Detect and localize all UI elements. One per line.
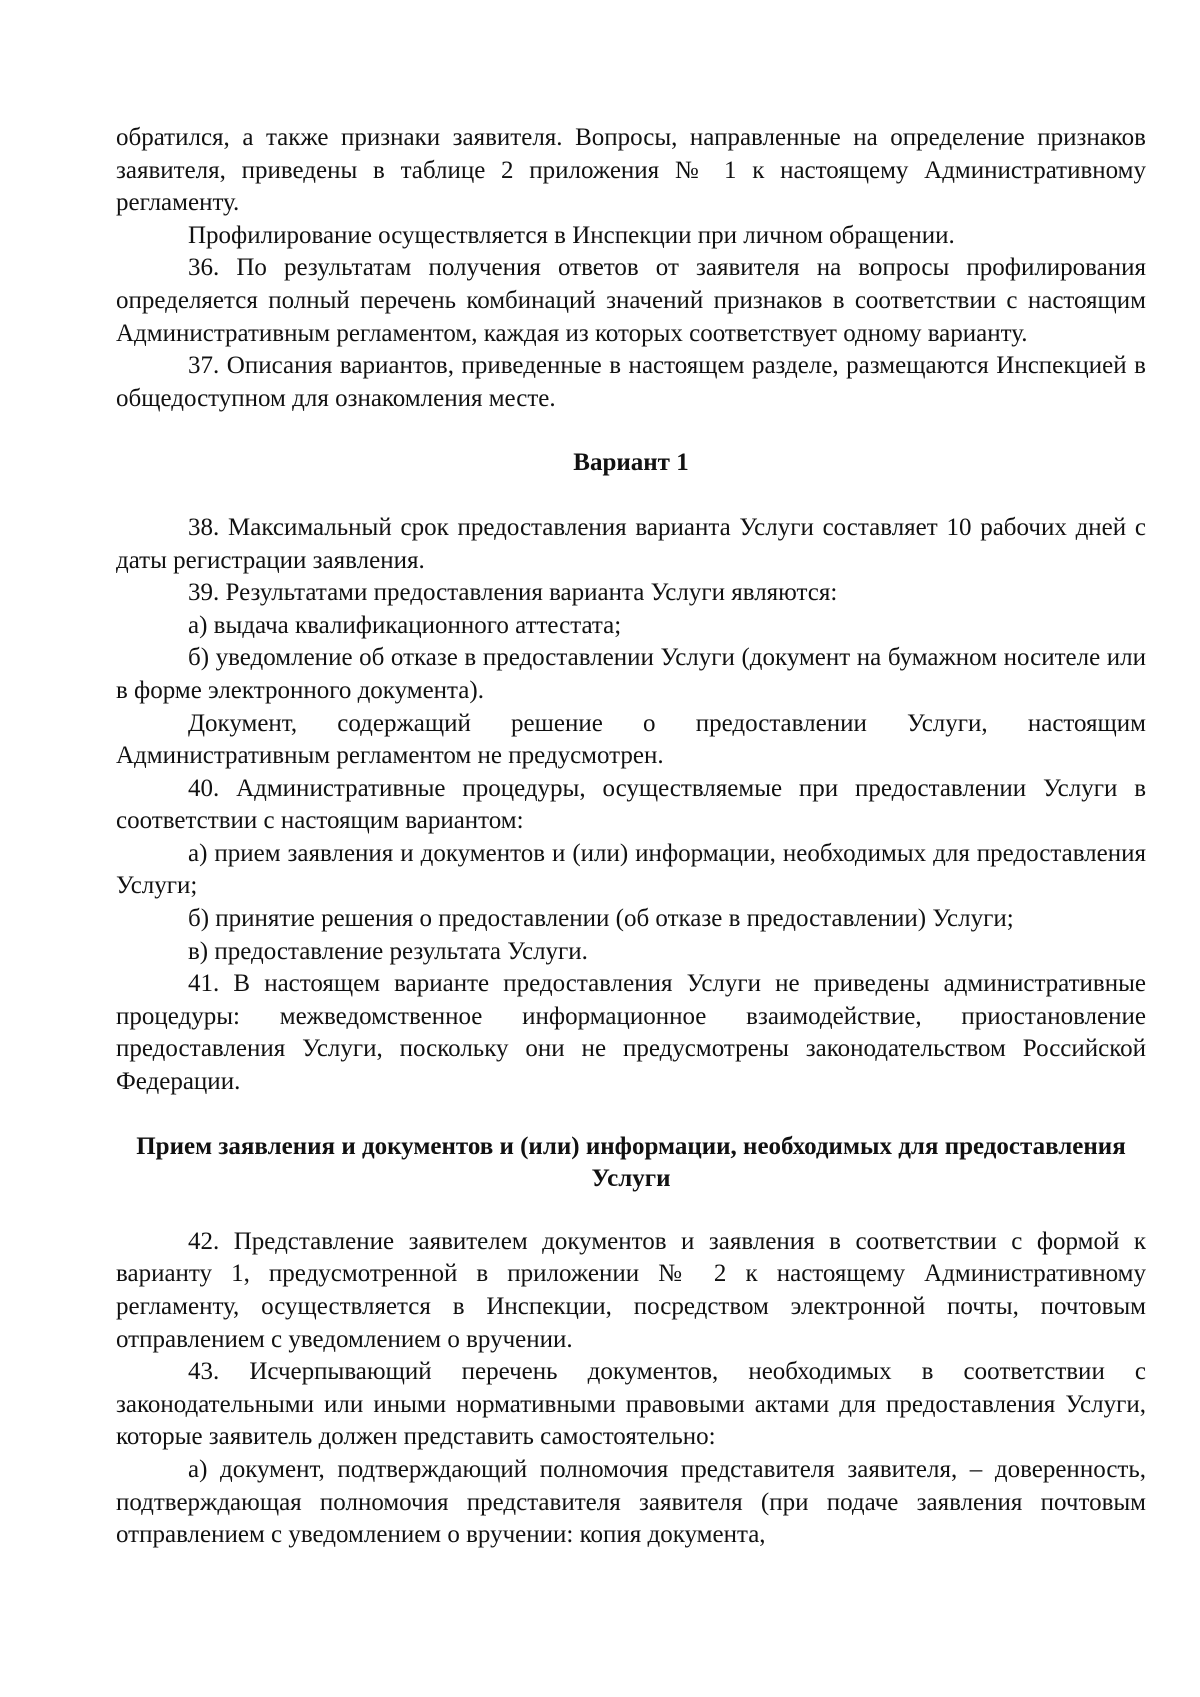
paragraph-42: 42. Представление заявителем документов и заявления в соответствии с формой к варианту 1, предусмотренной в приложении № 2 к настоящему Административному регламенту, осуществляется в Инспекции, посредством электронной почты, почтовым отправлением с уведомлением о вручении. <box>116 1227 1146 1353</box>
paragraph-40-a: а) прием заявления и документов и (или) информации, необходимых для предоставления Услуги; <box>116 839 1146 900</box>
paragraph-40: 40. Административные процедуры, осуществляемые при предоставлении Услуги в соответствии с настоящим вариантом: <box>116 774 1146 835</box>
paragraph-39: 39. Результатами предоставления варианта Услуги являются: <box>188 579 838 607</box>
paragraph-continuation: обратился, а также признаки заявителя. Вопросы, направленные на определение признаков заявителя, приведены в таблице 2 приложения № 1 к настоящему Административному регламенту. <box>116 124 1146 217</box>
paragraph-profiling: Профилирование осуществляется в Инспекции при личном обращении. <box>188 221 955 249</box>
paragraph-decision-document: Документ, содержащий решение о предоставлении Услуги, настоящим Административным регламентом не предусмотрен. <box>116 709 1146 770</box>
paragraph-43-a: а) документ, подтверждающий полномочия представителя заявителя, – доверенность, подтверждающая полномочия представителя заявителя (при подаче заявления почтовым отправлением с уведомлением о вручении: копия документа, <box>116 1455 1146 1549</box>
section-heading-variant-1: Вариант 1 <box>573 449 689 477</box>
paragraph-36: 36. По результатам получения ответов от заявителя на вопросы профилирования определяется полный перечень комбинаций значений признаков в соответствии с настоящим Административным регламентом, каждая из которых соответствует одному варианту. <box>116 254 1146 347</box>
paragraph-43: 43. Исчерпывающий перечень документов, необходимых в соответствии с законодательными или иными нормативными правовыми актами для предоставления Услуги, которые заявитель должен представить самостоятельно: <box>116 1358 1146 1451</box>
paragraph-40-b: б) принятие решения о предоставлении (об отказе в предоставлении) Услуги; <box>188 905 1014 933</box>
paragraph-39-b: б) уведомление об отказе в предоставлении Услуги (документ на бумажном носителе или в форме электронного документа). <box>116 644 1146 704</box>
section-heading-application-intake: Прием заявления и документов и (или) информации, необходимых для предоставления Услуги <box>136 1132 1126 1193</box>
paragraph-40-c: в) предоставление результата Услуги. <box>188 937 588 965</box>
paragraph-38: 38. Максимальный срок предоставления варианта Услуги составляет 10 рабочих дней с даты регистрации заявления. <box>116 513 1146 574</box>
document-page <box>116 122 1146 1552</box>
paragraph-39-a: а) выдача квалификационного аттестата; <box>188 611 622 639</box>
paragraph-41: 41. В настоящем варианте предоставления Услуги не приведены административные процедуры: межведомственное информационное взаимодействие, приостановление предоставления Услуги, поскольку они не предусмотрены законодательством Российской Федерации. <box>116 970 1146 1096</box>
paragraph-37: 37. Описания вариантов, приведенные в настоящем разделе, размещаются Инспекцией в общедоступном для ознакомления месте. <box>116 352 1146 412</box>
